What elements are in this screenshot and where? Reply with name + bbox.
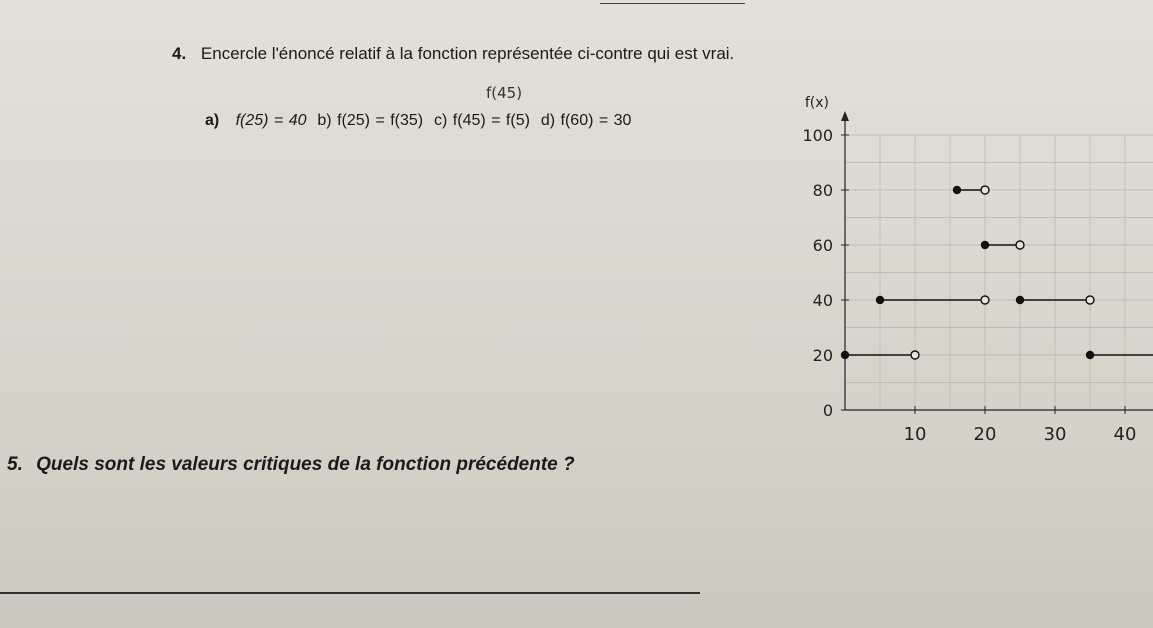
open-endpoint <box>1016 241 1024 249</box>
y-axis-label: f(x) <box>804 95 829 111</box>
x-tick-label: 20 <box>973 424 997 445</box>
x-tick-label: 40 <box>1113 424 1137 445</box>
open-endpoint <box>911 351 919 359</box>
question-5 <box>7 454 575 476</box>
choice-b[interactable]: b) f(25) = f(35) <box>317 112 424 129</box>
y-tick-label: 0 <box>822 401 833 420</box>
choice-d[interactable]: d) f(60) = 30 <box>540 112 632 129</box>
open-endpoint <box>1086 296 1094 304</box>
y-tick-label: 80 <box>812 181 833 200</box>
answer-line <box>0 592 700 594</box>
y-axis-arrow-icon <box>841 111 849 121</box>
closed-endpoint <box>1086 351 1094 359</box>
question-4-number: 4. <box>172 44 187 63</box>
closed-endpoint <box>876 296 884 304</box>
open-endpoint <box>981 186 989 194</box>
y-tick-label: 40 <box>812 291 833 310</box>
y-tick-label: 20 <box>812 346 833 365</box>
question-4 <box>172 44 734 64</box>
open-endpoint <box>981 296 989 304</box>
x-tick-label: 30 <box>1043 424 1067 445</box>
handwritten-note: f(45) <box>486 84 523 102</box>
y-tick-label: 100 <box>802 126 833 145</box>
closed-endpoint <box>841 351 849 359</box>
step-function-chart <box>740 95 1153 465</box>
closed-endpoint <box>953 186 961 194</box>
choice-c[interactable]: c) f(45) = f(5) <box>434 112 530 129</box>
x-tick-label: 10 <box>903 424 927 445</box>
choice-a[interactable]: a) f(25) = 40 <box>205 112 307 129</box>
question-5-number: 5. <box>7 454 23 475</box>
question-4-text: Encercle l'énoncé relatif à la fonction représentée ci-contre qui est vrai. <box>200 44 735 63</box>
top-divider <box>600 3 745 4</box>
closed-endpoint <box>981 241 989 249</box>
question-5-text: Quels sont les valeurs critiques de la fonction précédente ? <box>36 454 575 475</box>
y-tick-label: 60 <box>812 236 833 255</box>
answer-choices <box>205 112 631 130</box>
closed-endpoint <box>1016 296 1024 304</box>
